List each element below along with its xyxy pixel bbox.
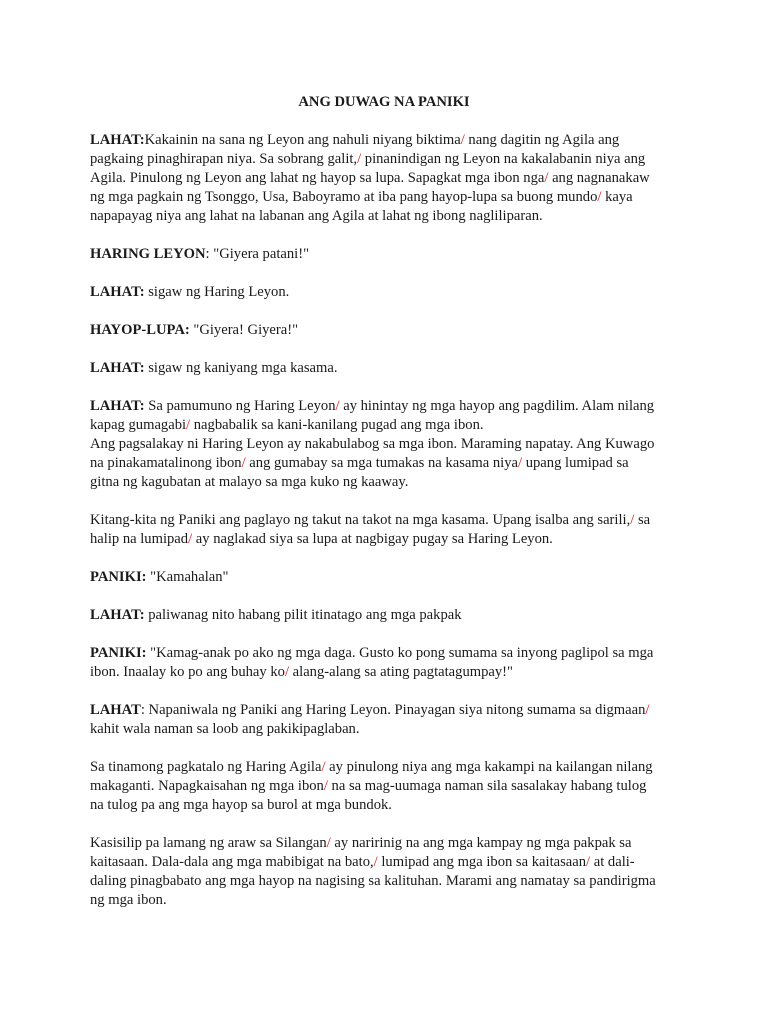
text-line bbox=[90, 359, 678, 378]
text-segment: kaitasaan. Dala-dala ang mga mabibigat na bato, bbox=[90, 854, 374, 870]
text-segment: Kitang-kita ng Paniki ang paglayo ng takut na takot na mga kasama. Upang isalba ang sarili, bbox=[90, 512, 631, 528]
text-segment: ang nagnanakaw bbox=[548, 170, 650, 186]
text-segment: Sa pamumuno ng Haring Leyon bbox=[144, 398, 336, 414]
text-segment: ay naglakad siya sa lupa at nagbigay pugay sa Haring Leyon. bbox=[192, 531, 553, 547]
text-line bbox=[90, 758, 678, 777]
document-body bbox=[90, 131, 678, 910]
speaker-label: HAYOP-LUPA: bbox=[90, 322, 190, 338]
text-segment: ng mga pagkain ng Tsonggo, Usa, Baboyramo at iba pang hayop-lupa sa buong mundo bbox=[90, 189, 598, 205]
pause-mark: / bbox=[517, 455, 523, 471]
text-line bbox=[90, 796, 678, 815]
text-line bbox=[90, 872, 678, 891]
text-segment: ay pinulong niya ang mga kakampi na kailangan nilang bbox=[325, 759, 653, 775]
text-segment: kahit wala naman sa loob ang pakikipaglaban. bbox=[90, 721, 360, 737]
paragraph bbox=[90, 834, 678, 910]
text-line bbox=[90, 169, 678, 188]
text-segment: : "Giyera patani!" bbox=[205, 246, 310, 262]
text-segment: pagkaing pinaghirapan niya. Sa sobrang galit, bbox=[90, 151, 358, 167]
text-segment: alang-alang sa ating pagtatagumpay!" bbox=[289, 664, 513, 680]
document-title: ANG DUWAG NA PANIKI bbox=[298, 94, 470, 110]
text-line bbox=[90, 701, 678, 720]
text-line bbox=[90, 397, 678, 416]
text-segment: nagbabalik sa kani-kanilang pugad ang mga ibon. bbox=[190, 417, 484, 433]
text-segment: halip na lumipad bbox=[90, 531, 189, 547]
text-segment: ay naririnig na ang mga kampay ng mga pakpak sa bbox=[330, 835, 632, 851]
text-segment: kapag gumagabi bbox=[90, 417, 187, 433]
paragraph bbox=[90, 568, 678, 587]
pause-mark: / bbox=[586, 854, 591, 870]
speaker-label: LAHAT: bbox=[90, 398, 145, 414]
speaker-label: HARING LEYON bbox=[90, 246, 206, 262]
paragraph bbox=[90, 511, 678, 549]
text-line bbox=[90, 245, 678, 264]
text-line bbox=[90, 207, 678, 226]
text-segment: na pinakamatalinong ibon bbox=[90, 455, 242, 471]
text-segment: upang lumipad sa bbox=[522, 455, 629, 471]
pause-mark: / bbox=[357, 151, 362, 167]
text-line bbox=[90, 435, 678, 454]
text-line bbox=[90, 606, 678, 625]
pause-mark: / bbox=[645, 702, 650, 718]
text-line bbox=[90, 454, 678, 473]
text-line bbox=[90, 644, 678, 663]
text-segment: sa bbox=[634, 512, 651, 528]
text-segment: daling pinagbabato ang mga hayop na nagising sa kalituhan. Marami ang namatay sa pandirigma bbox=[90, 873, 656, 889]
text-segment: ay hinintay ng mga hayop ang pagdilim. Alam nilang bbox=[339, 398, 655, 414]
pause-mark: / bbox=[188, 531, 193, 547]
text-segment: makaganti. Napagkaisahan ng mga ibon bbox=[90, 778, 324, 794]
text-line bbox=[90, 663, 678, 682]
text-segment: "Kamahalan" bbox=[146, 569, 229, 585]
text-segment: na sa mag-uumaga naman sila sasalakay habang tulog bbox=[327, 778, 647, 794]
text-segment: ibon. Inaalay ko po ang buhay ko bbox=[90, 664, 285, 680]
text-segment: : Napaniwala ng Paniki ang Haring Leyon. Pinayagan siya nitong sumama sa digmaan bbox=[140, 702, 646, 718]
text-line bbox=[90, 777, 678, 796]
text-line bbox=[90, 473, 678, 492]
text-line bbox=[90, 834, 678, 853]
text-segment: Kasisilip pa lamang ng araw sa Silangan bbox=[90, 835, 327, 851]
text-line bbox=[90, 321, 678, 340]
text-segment: Ang pagsalakay ni Haring Leyon ay nakabulabog sa mga ibon. Maraming napatay. Ang Kuwago bbox=[90, 436, 655, 452]
paragraph bbox=[90, 359, 678, 378]
text-segment: "Giyera! Giyera!" bbox=[189, 322, 299, 338]
speaker-label: LAHAT: bbox=[90, 360, 145, 376]
pause-mark: / bbox=[597, 189, 602, 205]
text-segment: napapayag niya ang lahat na labanan ang Agila at lahat ng ibong nagliliparan. bbox=[90, 208, 543, 224]
text-line bbox=[90, 131, 678, 150]
speaker-label: LAHAT: bbox=[90, 607, 145, 623]
paragraph bbox=[90, 644, 678, 682]
text-segment: ang gumabay sa mga tumakas na kasama niya bbox=[245, 455, 518, 471]
text-line bbox=[90, 853, 678, 872]
pause-mark: / bbox=[326, 835, 331, 851]
paragraph bbox=[90, 701, 678, 739]
paragraph bbox=[90, 435, 678, 492]
speaker-label: LAHAT bbox=[90, 702, 141, 718]
text-line bbox=[90, 416, 678, 435]
text-segment: kaya bbox=[601, 189, 633, 205]
paragraph bbox=[90, 397, 678, 435]
pause-mark: / bbox=[544, 170, 549, 186]
pause-mark: / bbox=[241, 455, 246, 471]
text-line bbox=[90, 283, 678, 302]
text-segment: paliwanag nito habang pilit itinatago ang mga pakpak bbox=[144, 607, 462, 623]
pause-mark: / bbox=[630, 512, 635, 528]
text-segment: lumipad ang mga ibon sa kaitasaan bbox=[377, 854, 587, 870]
paragraph bbox=[90, 606, 678, 625]
text-line bbox=[90, 530, 678, 549]
text-line bbox=[90, 150, 678, 169]
text-segment: gitna ng kagubatan at malayo sa mga kuko ng kaaway. bbox=[90, 474, 409, 490]
text-segment: na tulog pa ang mga hayop sa burol at mga bundok. bbox=[90, 797, 392, 813]
pause-mark: / bbox=[460, 132, 465, 148]
text-line bbox=[90, 188, 678, 207]
paragraph bbox=[90, 321, 678, 340]
text-segment: Kakainin na sana ng Leyon ang nahuli niyang biktima bbox=[144, 132, 461, 148]
paragraph bbox=[90, 283, 678, 302]
text-segment: "Kamag-anak po ako ng mga daga. Gusto ko pong sumama sa inyong paglipol sa mga bbox=[146, 645, 654, 661]
speaker-label: PANIKI: bbox=[90, 569, 147, 585]
pause-mark: / bbox=[373, 854, 378, 870]
pause-mark: / bbox=[335, 398, 340, 414]
text-line bbox=[90, 720, 678, 739]
text-line bbox=[90, 511, 678, 530]
text-segment: nang dagitin ng Agila ang bbox=[464, 132, 620, 148]
pause-mark: / bbox=[321, 759, 326, 775]
text-segment: Agila. Pinulong ng Leyon ang lahat ng hayop sa lupa. Sapagkat mga ibon nga bbox=[90, 170, 545, 186]
speaker-label: LAHAT: bbox=[90, 132, 145, 148]
text-segment: pinanindigan ng Leyon na kakalabanin niya ang bbox=[361, 151, 646, 167]
text-line bbox=[90, 891, 678, 910]
speaker-label: LAHAT: bbox=[90, 284, 145, 300]
pause-mark: / bbox=[323, 778, 328, 794]
pause-mark: / bbox=[284, 664, 290, 680]
text-segment: sigaw ng kaniyang mga kasama. bbox=[144, 360, 338, 376]
text-segment: at dali- bbox=[590, 854, 635, 870]
paragraph bbox=[90, 758, 678, 815]
text-segment: sigaw ng Haring Leyon. bbox=[144, 284, 290, 300]
paragraph bbox=[90, 131, 678, 226]
text-line bbox=[90, 568, 678, 587]
pause-mark: / bbox=[186, 417, 191, 433]
speaker-label: PANIKI: bbox=[90, 645, 147, 661]
text-segment: Sa tinamong pagkatalo ng Haring Agila bbox=[90, 759, 322, 775]
text-segment: ng mga ibon. bbox=[90, 892, 167, 908]
paragraph bbox=[90, 245, 678, 264]
